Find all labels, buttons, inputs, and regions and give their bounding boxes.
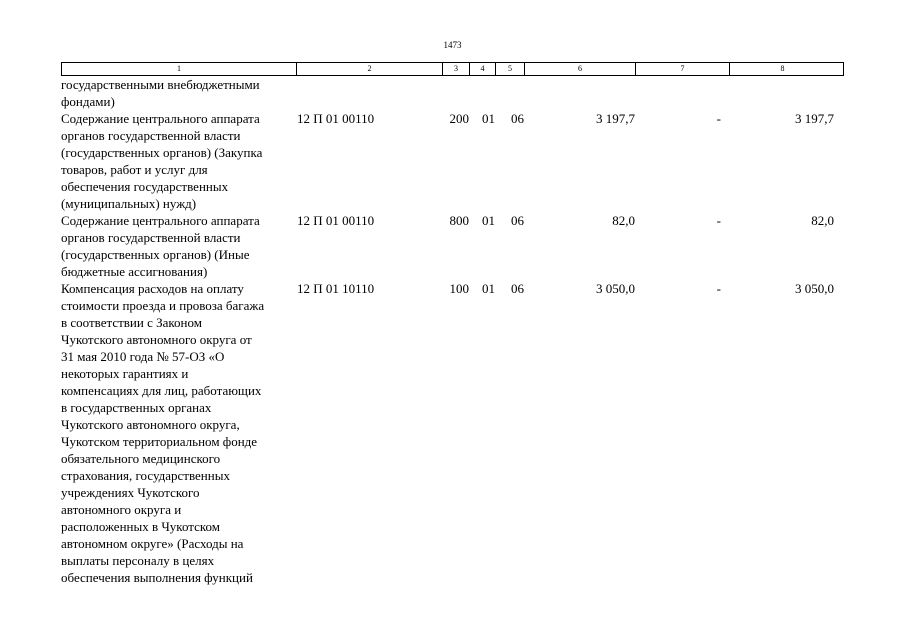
row-vr: 200 [449, 111, 469, 126]
page-number: 1473 [443, 40, 462, 50]
budget-table [61, 62, 844, 586]
name-line: автономного округа и [61, 502, 182, 517]
header-col-4: 4 [470, 63, 496, 75]
name-line: (муниципальных) нужд) [61, 196, 197, 211]
row-pr: 06 [511, 213, 524, 228]
name-line: органов государственной власти [61, 230, 241, 245]
name-line: товаров, работ и услуг для [61, 162, 208, 177]
table-row [61, 110, 844, 212]
row-code: 12 П 01 00110 [297, 111, 375, 126]
row-name [61, 110, 296, 212]
table-row [61, 280, 844, 586]
name-line: (государственных органов) (Закупка [61, 145, 263, 160]
header-col-2: 2 [297, 63, 443, 75]
continuation-row [61, 76, 844, 110]
name-line: 31 мая 2010 года № 57-ОЗ «О [61, 349, 225, 364]
row-code: 12 П 01 10110 [297, 281, 375, 296]
name-line: некоторых гарантиях и [61, 366, 189, 381]
header-col-5: 5 [496, 63, 525, 75]
name-line: Содержание центрального аппарата [61, 111, 260, 126]
row-code: 12 П 01 00110 [297, 213, 375, 228]
name-line: Чукотском территориальном фонде [61, 434, 258, 449]
name-line: (государственных органов) (Иные [61, 247, 250, 262]
name-line: Чукотского автономного округа, [61, 417, 240, 432]
row-col6: 3 050,0 [596, 281, 635, 296]
table-header [61, 62, 844, 76]
row-rz: 01 [482, 213, 495, 228]
name-line: фондами) [61, 94, 115, 109]
header-col-6: 6 [525, 63, 636, 75]
table-row [61, 212, 844, 280]
row-name [61, 212, 296, 280]
row-col8: 82,0 [811, 213, 834, 228]
row-col7: - [716, 281, 721, 296]
row-name [61, 76, 296, 110]
row-col8: 3 050,0 [795, 281, 834, 296]
name-line: в государственных органах [61, 400, 212, 415]
name-line: Компенсация расходов на оплату [61, 281, 244, 296]
row-col6: 3 197,7 [596, 111, 635, 126]
name-line: в соответствии с Законом [61, 315, 202, 330]
row-vr: 800 [449, 213, 469, 228]
header-col-3: 3 [443, 63, 470, 75]
header-col-8: 8 [780, 64, 785, 73]
row-vr: 100 [449, 281, 469, 296]
row-pr: 06 [511, 111, 524, 126]
row-rz: 01 [482, 111, 495, 126]
row-col8: 3 197,7 [795, 111, 834, 126]
name-line: органов государственной власти [61, 128, 241, 143]
header-col-1: 1 [62, 63, 297, 75]
name-line: Содержание центрального аппарата [61, 213, 260, 228]
name-line: автономном округе» (Расходы на [61, 536, 244, 551]
name-line: страхования, государственных [61, 468, 230, 483]
row-name [61, 280, 296, 586]
row-col6: 82,0 [612, 213, 635, 228]
name-line: обязательного медицинского [61, 451, 221, 466]
name-line: компенсациях для лиц, работающих [61, 383, 262, 398]
table-body [61, 110, 844, 586]
name-line: стоимости проезда и провоза багажа [61, 298, 265, 313]
name-line: расположенных в Чукотском [61, 519, 221, 534]
name-line: бюджетные ассигнования) [61, 264, 208, 279]
name-line: Чукотского автономного округа от [61, 332, 252, 347]
name-line: обеспечения выполнения функций [61, 570, 253, 585]
row-pr: 06 [511, 281, 524, 296]
row-rz: 01 [482, 281, 495, 296]
name-line: обеспечения государственных [61, 179, 229, 194]
header-col-7: 7 [636, 63, 730, 75]
row-col7: - [716, 111, 721, 126]
row-col7: - [716, 213, 721, 228]
name-line: государственными внебюджетными [61, 77, 260, 92]
name-line: выплаты персоналу в целях [61, 553, 215, 568]
name-line: учреждениях Чукотского [61, 485, 200, 500]
